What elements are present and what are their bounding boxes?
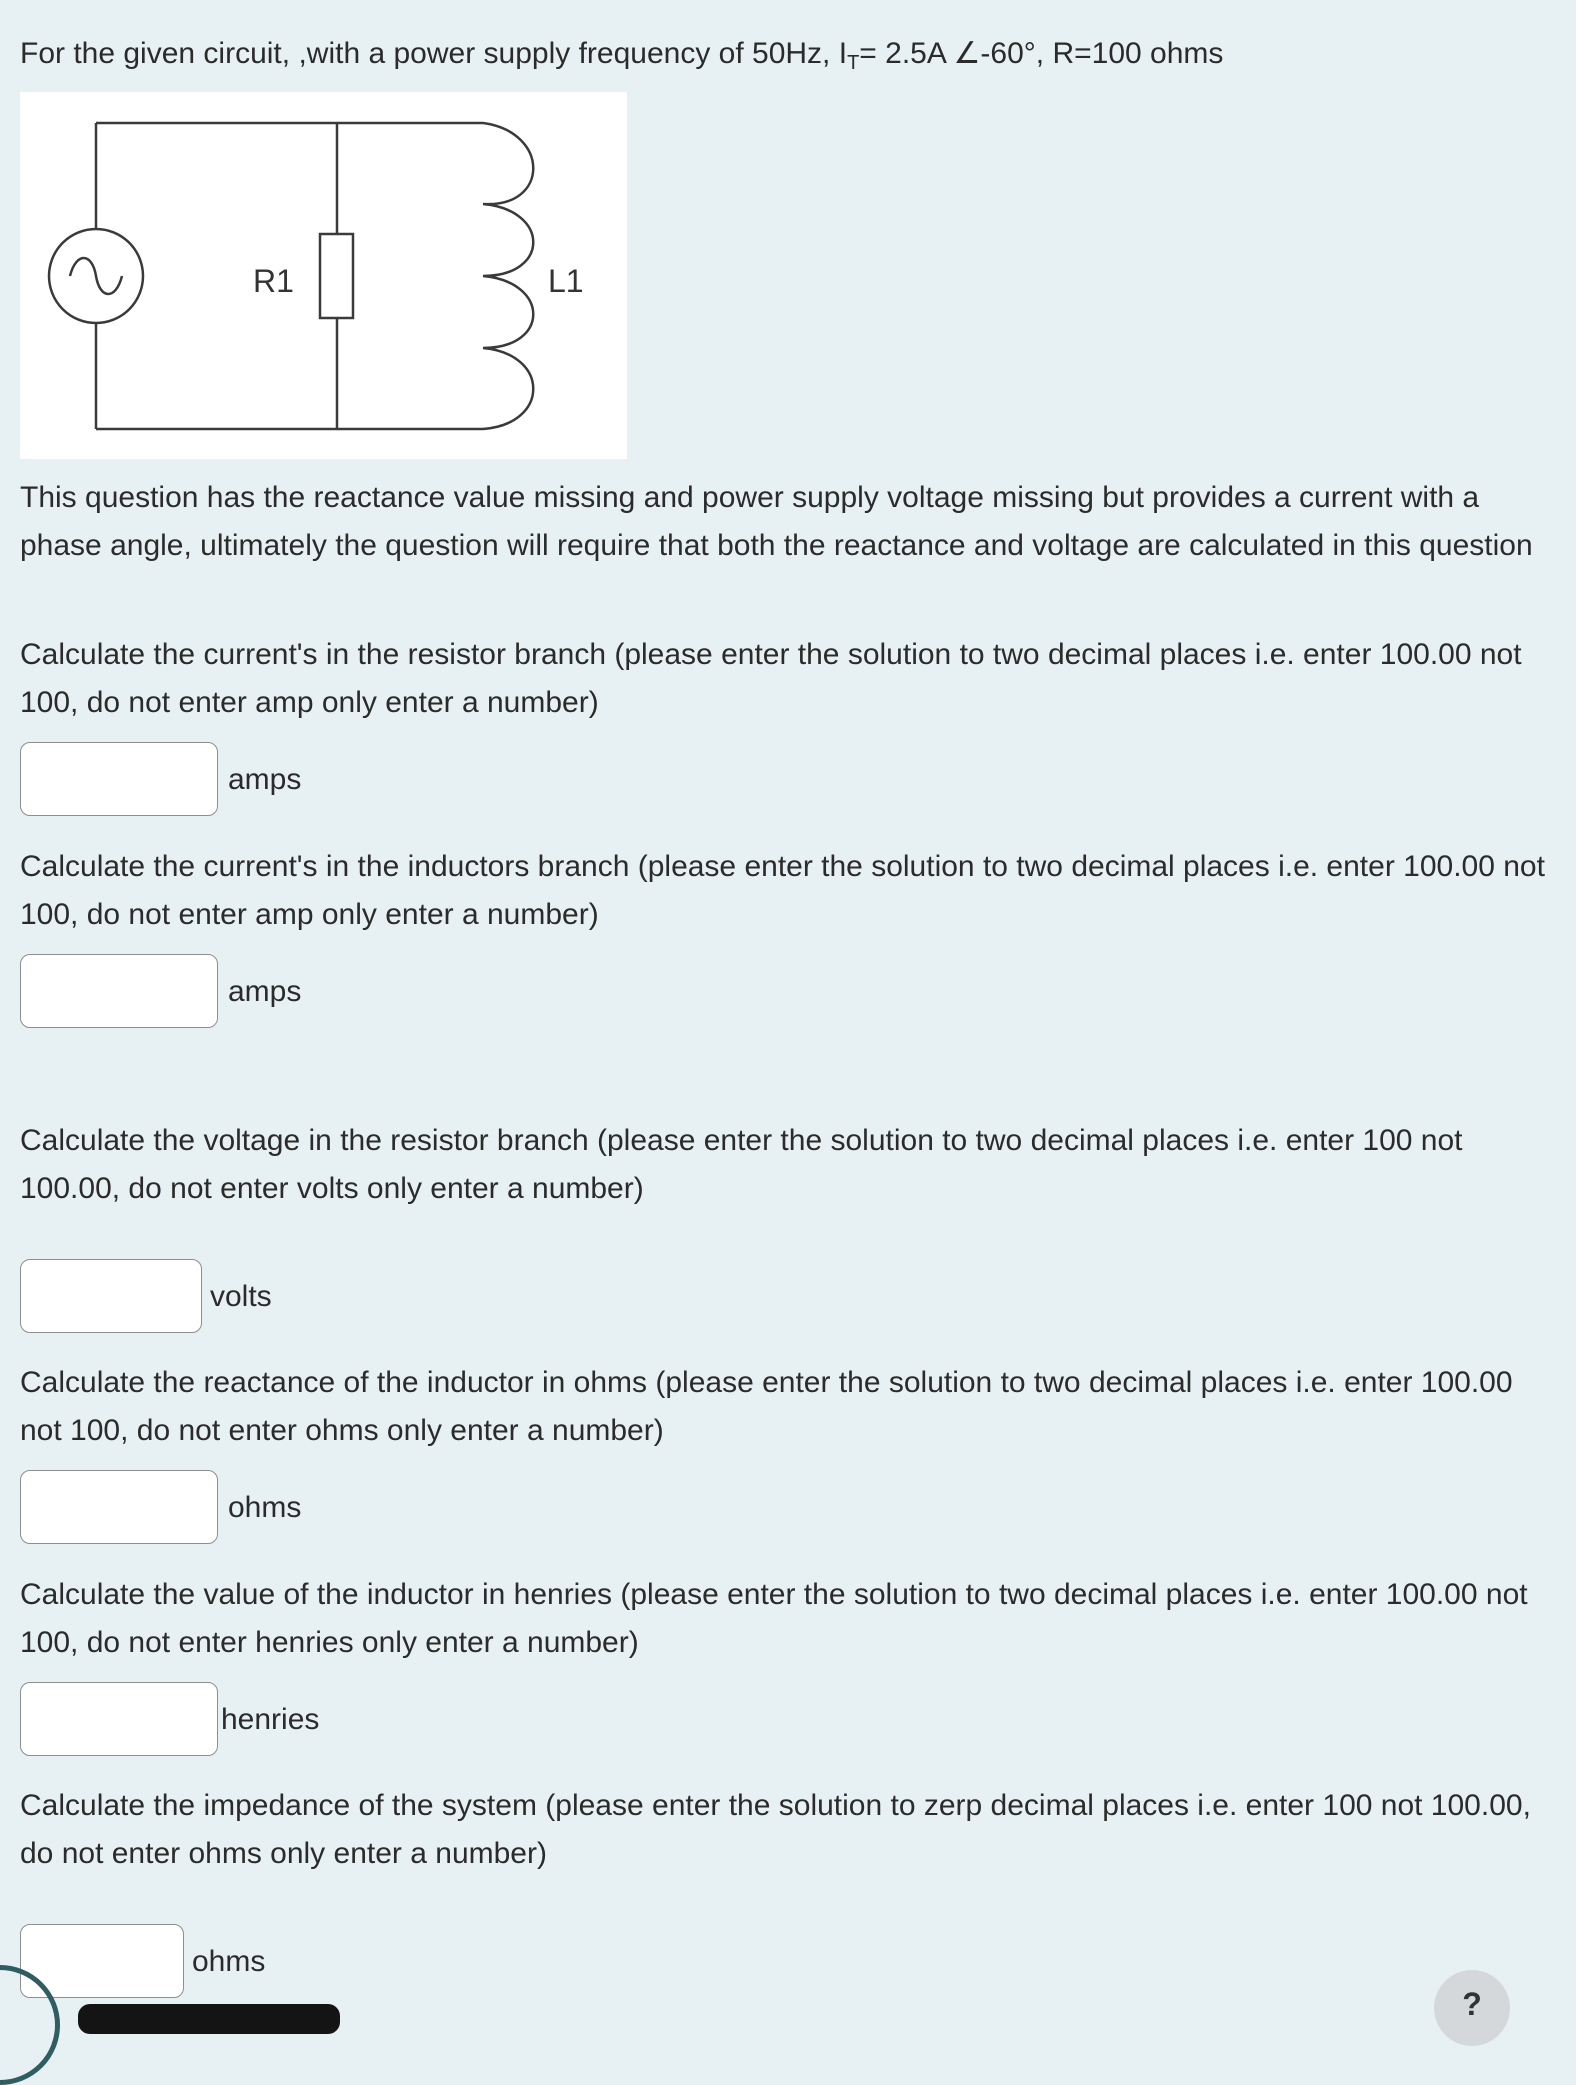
unit-volts: volts: [210, 1280, 272, 1313]
question-inductor-current: Calculate the current's in the inductors branch (please enter the solution to two decimal places i.e. enter 100.00 not 100, do not enter amp only enter a number): [20, 850, 1545, 931]
inductor-icon: [483, 123, 533, 429]
circuit-diagram: [20, 92, 627, 459]
bottom-bar-tab[interactable]: [78, 2004, 340, 2034]
unit-henries: henries: [221, 1703, 320, 1736]
sine-wave-icon: [70, 258, 122, 294]
resistor-current-input[interactable]: [20, 742, 218, 816]
intro-values: = 2.5A ∠-60°, R=100 ohms: [859, 37, 1224, 70]
circuit-schematic: [20, 92, 627, 459]
question-inductance: Calculate the value of the inductor in henries (please enter the solution to two decimal places i.e. enter 100.00 not 100, do not enter henries only enter a number): [20, 1578, 1528, 1659]
inductor-label: L1: [548, 263, 584, 299]
question-reactance: Calculate the reactance of the inductor in ohms (please enter the solution to two decimal places i.e. enter 100.00 not 100, do not enter ohms only enter a number): [20, 1366, 1513, 1447]
unit-amps-2: amps: [228, 975, 302, 1008]
intro-subscript: T: [847, 52, 860, 74]
question-resistor-voltage: Calculate the voltage in the resistor branch (please enter the solution to two decimal places i.e. enter 100 not 100.00, do not enter volts only enter a number): [20, 1124, 1463, 1205]
unit-ohms-1: ohms: [228, 1491, 302, 1524]
help-button[interactable]: ?: [1434, 1970, 1510, 2046]
inductor-current-input[interactable]: [20, 954, 218, 1028]
resistor-voltage-input[interactable]: [20, 1259, 202, 1333]
question-intro: [20, 30, 1223, 78]
description-text: This question has the reactance value missing and power supply voltage missing but provides a current with a phase angle, ultimately the question will require that both the reactance and voltage are calculated in this question: [20, 481, 1533, 562]
resistor-label: R1: [253, 263, 294, 299]
question-resistor-current: Calculate the current's in the resistor branch (please enter the solution to two decimal places i.e. enter 100.00 not 100, do not enter amp only enter a number): [20, 638, 1522, 719]
question-impedance: Calculate the impedance of the system (please enter the solution to zerp decimal places i.e. enter 100 not 100.00, do not enter ohms only enter a number): [20, 1789, 1531, 1870]
unit-amps-1: amps: [228, 763, 302, 796]
reactance-input[interactable]: [20, 1470, 218, 1544]
resistor-icon: [320, 234, 353, 318]
intro-text: For the given circuit, ,with a power supply frequency of 50Hz, I: [20, 37, 848, 70]
unit-ohms-2: ohms: [192, 1945, 266, 1978]
inductance-input[interactable]: [20, 1682, 218, 1756]
